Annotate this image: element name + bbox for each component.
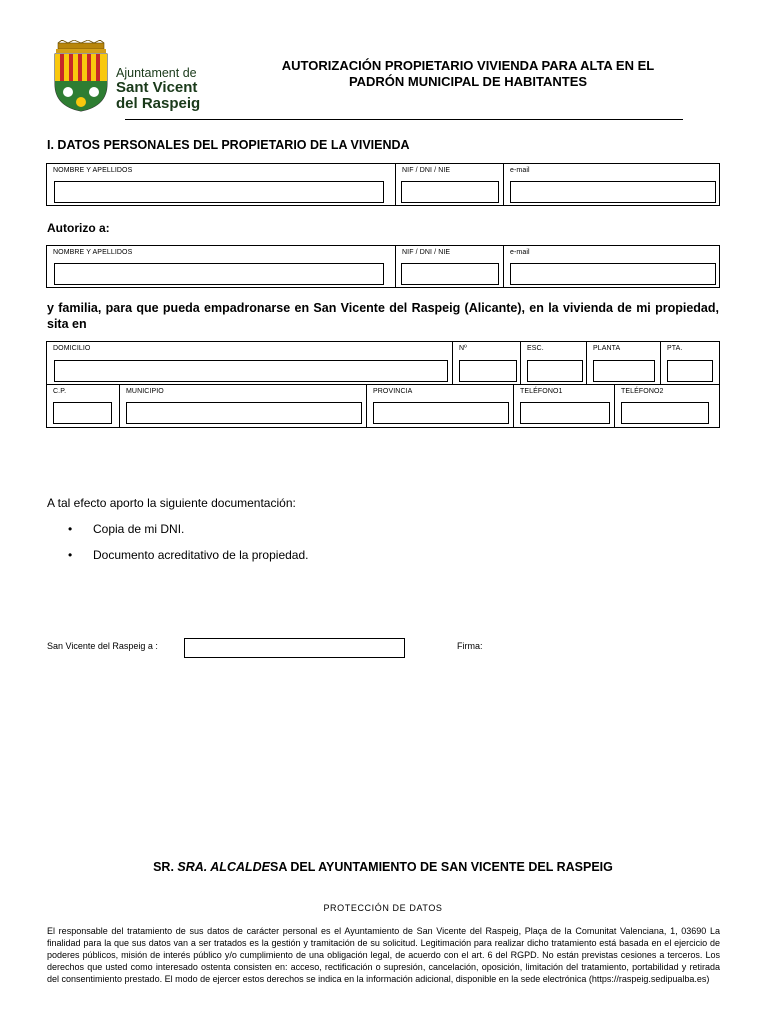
telefono1-cell — [513, 385, 614, 427]
title-line-2: PADRÓN MUNICIPAL DE HABITANTES — [348, 74, 588, 89]
data-protection-title: PROTECCIÓN DE DATOS — [323, 903, 443, 913]
documentation-intro: A tal efecto aporto la siguiente documentación: — [47, 496, 296, 510]
section-owner-title: I. DATOS PERSONALES DEL PROPIETARIO DE LA VIVIENDA — [47, 138, 410, 152]
title-line-1: AUTORIZACIÓN PROPIETARIO VIVIENDA PARA ALTA EN EL — [281, 58, 655, 73]
authorized-email-cell — [503, 246, 719, 287]
cp-field[interactable] — [53, 402, 112, 424]
documentation-item-text: Copia de mi DNI. — [93, 522, 185, 536]
planta-cell — [586, 342, 660, 384]
planta-caption: PLANTA — [593, 345, 621, 352]
owner-email-cell — [503, 164, 719, 205]
numero-caption: Nº — [459, 345, 467, 352]
authorized-nif-field[interactable] — [401, 263, 499, 285]
provincia-cell — [366, 385, 513, 427]
documentation-item — [68, 522, 184, 536]
pta-caption: PTA. — [667, 345, 683, 352]
owner-name-caption: NOMBRE Y APELLIDOS — [53, 167, 133, 174]
telefono2-caption: TELÉFONO2 — [621, 388, 664, 395]
esc-cell — [520, 342, 586, 384]
esc-caption: ESC. — [527, 345, 544, 352]
address-row-2 — [47, 385, 719, 427]
logo-line-1: Ajuntament de — [116, 66, 197, 80]
owner-nif-field[interactable] — [401, 181, 499, 203]
bullet-icon: • — [68, 522, 73, 536]
domicilio-caption: DOMICILIO — [53, 345, 91, 352]
authorized-nif-cell — [395, 246, 503, 287]
bullet-icon: • — [68, 548, 73, 562]
owner-email-caption: e-mail — [510, 167, 530, 174]
authorized-nif-caption: NIF / DNI / NIE — [402, 249, 451, 256]
domicilio-field[interactable] — [54, 360, 448, 382]
data-protection-text: El responsable del tratamiento de sus datos de carácter personal es el Ayuntamiento de San Vicente del Raspeig, Plaça de la Comunitat Valenciana, 1, 03690 La finalidad para la que sus datos van a ser tratados es la gestión y tramitación de su solicitud. Legitimación para realizar dicho tratamiento está basada en el ejercicio de poderes públicos, misión de interés público y/o cumplimiento de una obligación legal, de acuerdo con el art. 6 del RGPD. No están previstas cesiones a terceros. Los derechos que usted como interesado ostenta consisten en: acceso, rectificación o supresión, cancelación, oposición, limitación del tratamiento, portabilidad y retirada del consentimiento prestado. El modo de ejercer estos derechos se indica en la información adicional, disponible en la sede electrónica (https://raspeig.sedipualba.es) — [47, 926, 720, 984]
addressee-line — [47, 860, 719, 874]
pta-cell — [660, 342, 719, 384]
numero-cell — [452, 342, 520, 384]
place-date-label: San Vicente del Raspeig a : — [47, 641, 158, 651]
authorized-name-caption: NOMBRE Y APELLIDOS — [53, 249, 133, 256]
addressee-suffix: SA DEL AYUNTAMIENTO DE SAN VICENTE DEL RASPEIG — [270, 860, 613, 874]
signature-label: Firma: — [457, 641, 483, 651]
authorized-email-caption: e-mail — [510, 249, 530, 256]
owner-data-table — [46, 163, 720, 206]
document-title — [248, 58, 688, 90]
authorized-email-field[interactable] — [510, 263, 716, 285]
planta-field[interactable] — [593, 360, 655, 382]
municipio-cell — [119, 385, 366, 427]
owner-name-field[interactable] — [54, 181, 384, 203]
authorized-data-table — [46, 245, 720, 288]
cp-cell — [47, 385, 119, 427]
addressee-italic: SRA. ALCALDE — [177, 860, 270, 874]
owner-nif-cell — [395, 164, 503, 205]
coat-of-arms-icon — [50, 40, 112, 112]
municipality-logo — [50, 40, 215, 112]
authorized-name-field[interactable] — [54, 263, 384, 285]
cp-caption: C.P. — [53, 388, 67, 395]
owner-email-field[interactable] — [510, 181, 716, 203]
documentation-item-text: Documento acreditativo de la propiedad. — [93, 548, 309, 562]
domicilio-cell — [47, 342, 452, 384]
numero-field[interactable] — [459, 360, 517, 382]
address-row-1 — [47, 342, 719, 385]
family-paragraph: y familia, para que pueda empadronarse en San Vicente del Raspeig (Alicante), en la vivienda de mi propiedad, sita en — [47, 301, 719, 331]
owner-nif-caption: NIF / DNI / NIE — [402, 167, 451, 174]
esc-field[interactable] — [527, 360, 583, 382]
telefono1-field[interactable] — [520, 402, 610, 424]
telefono2-cell — [614, 385, 719, 427]
provincia-caption: PROVINCIA — [373, 388, 413, 395]
date-field[interactable] — [184, 638, 405, 658]
title-divider — [125, 119, 683, 120]
telefono1-caption: TELÉFONO1 — [520, 388, 563, 395]
pta-field[interactable] — [667, 360, 713, 382]
logo-line-2: Sant Vicent — [116, 79, 198, 96]
authorize-label: Autorizo a: — [47, 221, 110, 235]
provincia-field[interactable] — [373, 402, 509, 424]
documentation-item — [68, 548, 308, 562]
addressee-prefix: SR. — [153, 860, 178, 874]
address-table — [46, 341, 720, 428]
telefono2-field[interactable] — [621, 402, 709, 424]
logo-wordmark — [116, 66, 216, 112]
municipio-caption: MUNICIPIO — [126, 388, 164, 395]
owner-name-cell — [47, 164, 395, 205]
authorized-name-cell — [47, 246, 395, 287]
logo-line-3: del Raspeig — [116, 95, 201, 112]
municipio-field[interactable] — [126, 402, 362, 424]
